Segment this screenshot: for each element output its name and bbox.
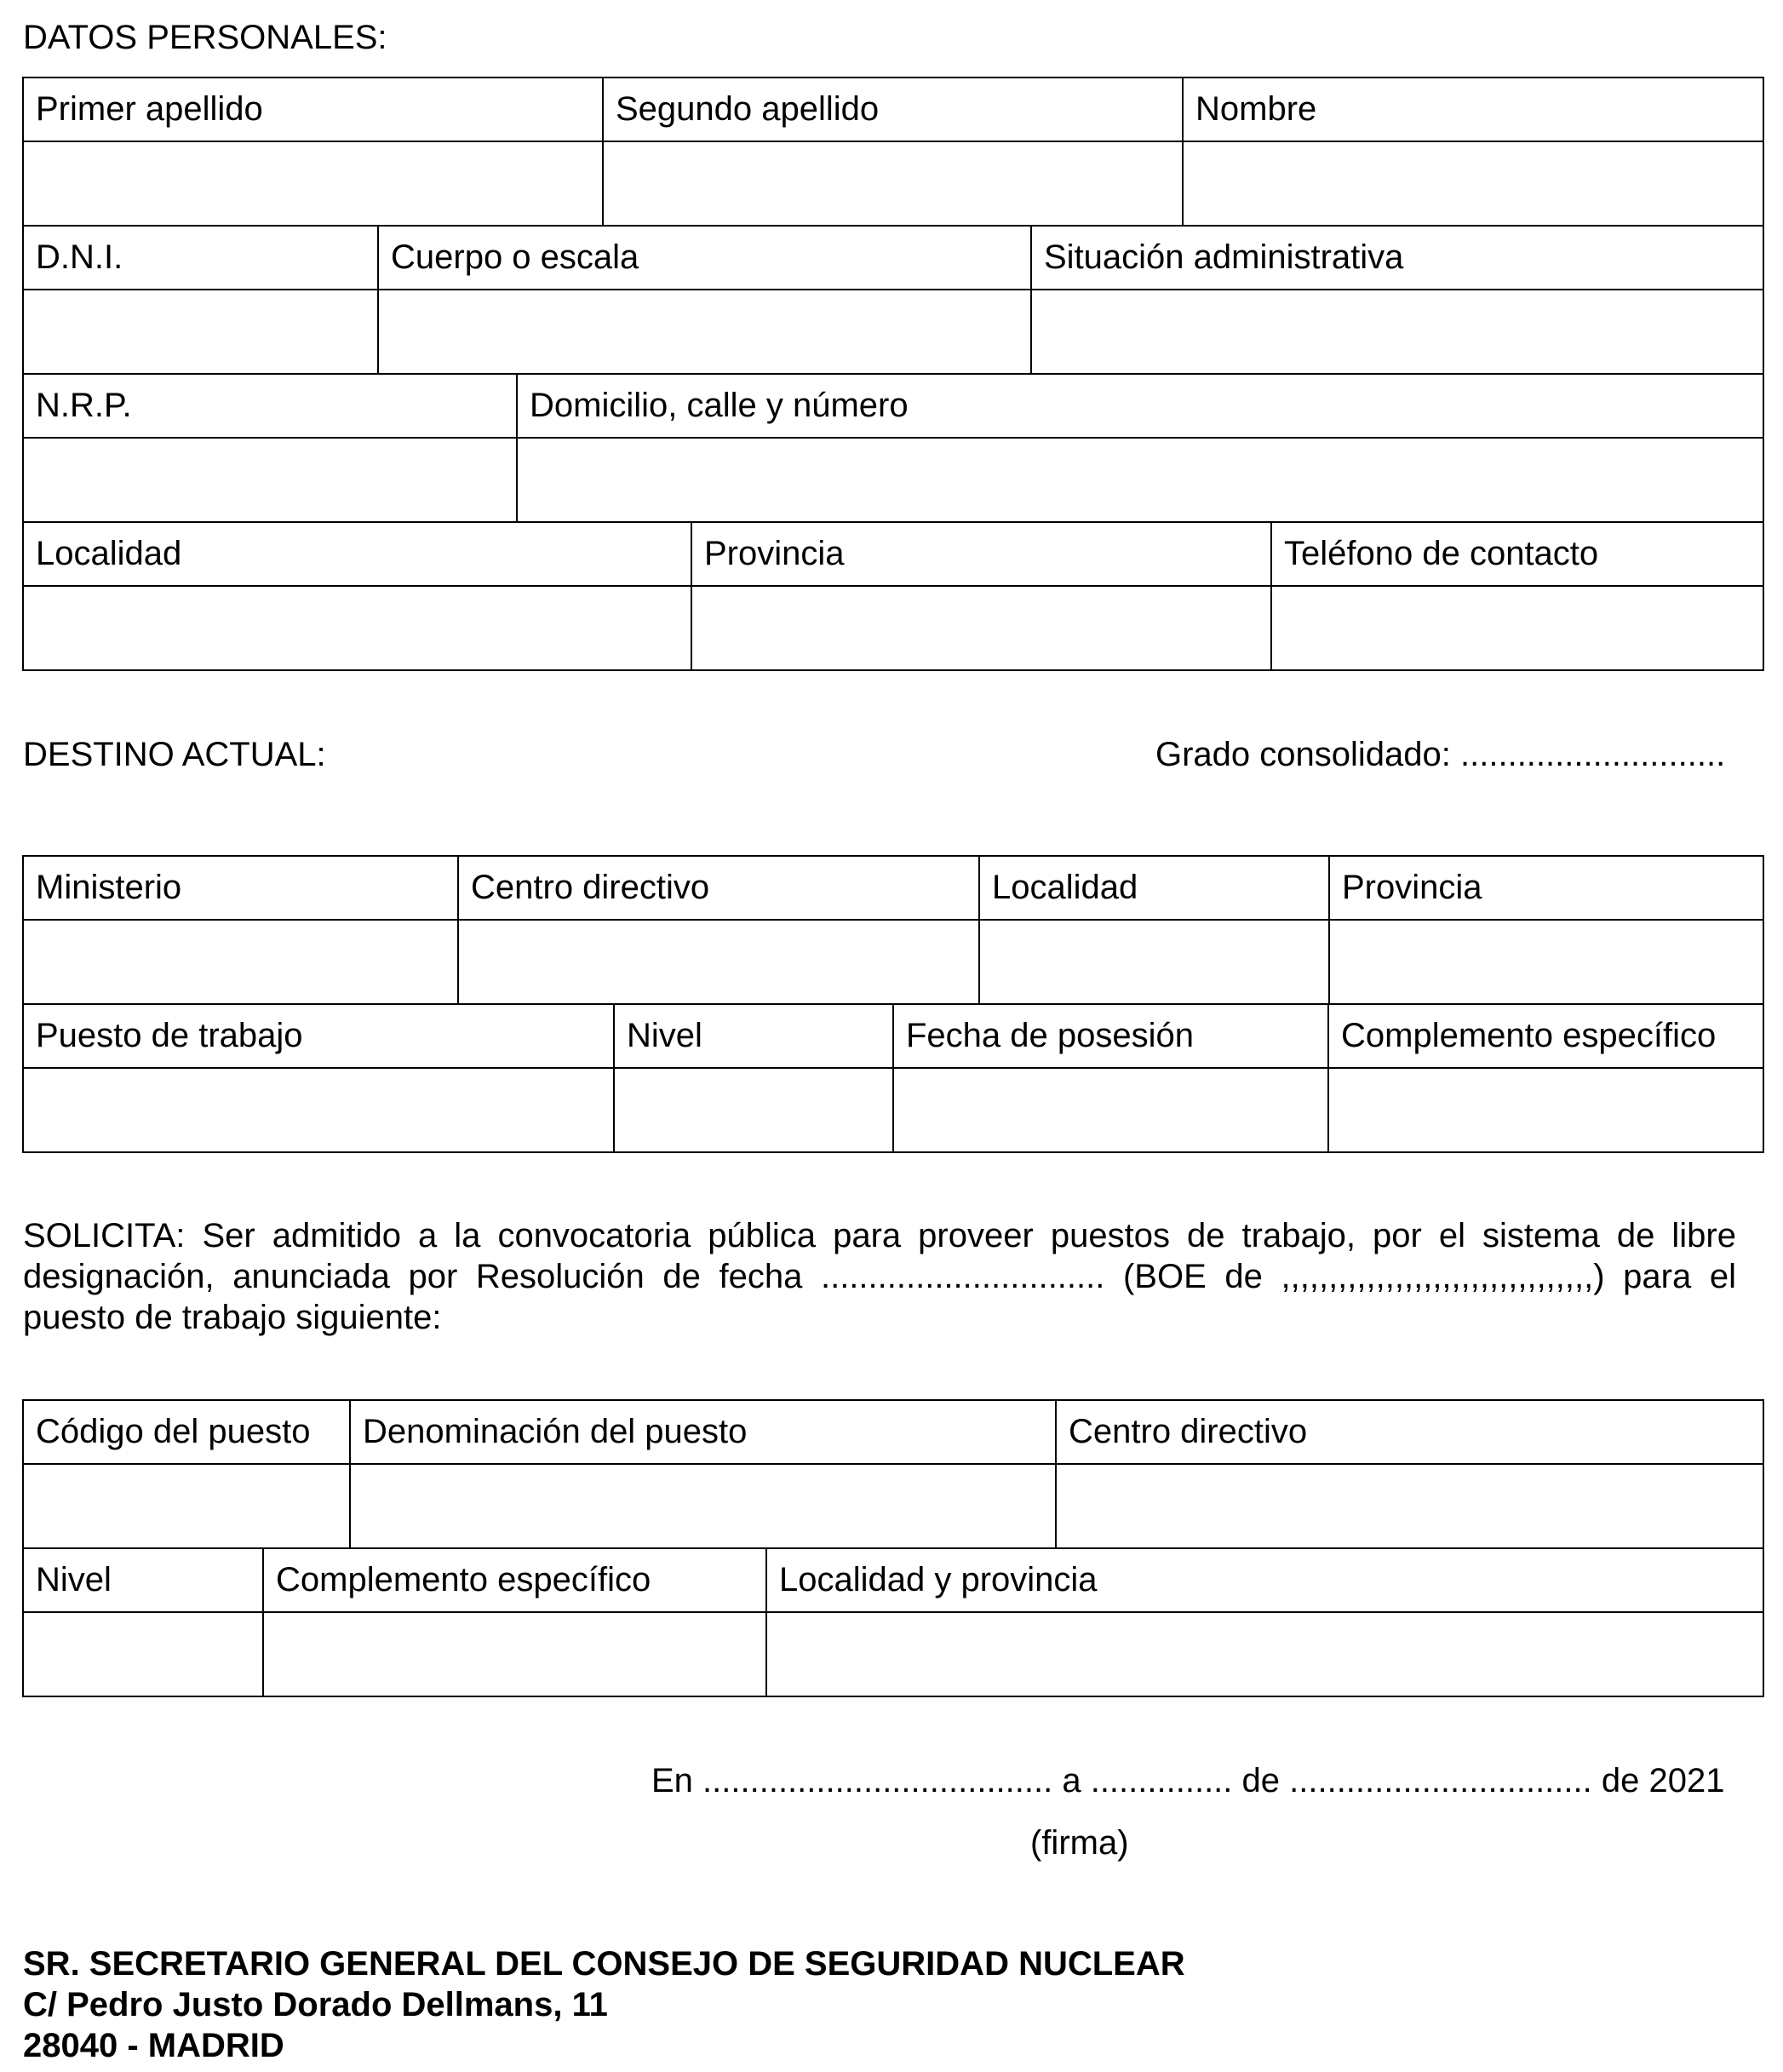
field-puesto-trabajo[interactable] [23, 1068, 614, 1152]
label-nrp: N.R.P. [23, 374, 517, 438]
label-destino-provincia: Provincia [1329, 856, 1763, 920]
personal-row-2 [22, 225, 1764, 375]
field-nivel[interactable] [614, 1068, 893, 1152]
personal-row-3 [22, 373, 1764, 523]
destino-row-2 [22, 1003, 1764, 1153]
destino-heading: DESTINO ACTUAL: [23, 736, 326, 773]
label-codigo-puesto: Código del puesto [23, 1400, 350, 1464]
label-puesto-trabajo: Puesto de trabajo [23, 1004, 614, 1068]
address-recipient: SR. SECRETARIO GENERAL DEL CONSEJO DE SEGURIDAD NUCLEAR [23, 1945, 1185, 1983]
field-centro-directivo[interactable] [458, 920, 979, 1004]
field-ministerio[interactable] [23, 920, 458, 1004]
personal-heading: DATOS PERSONALES: [23, 19, 387, 56]
address-street: C/ Pedro Justo Dorado Dellmans, 11 [23, 1986, 608, 2023]
label-localidad: Localidad [23, 522, 691, 586]
field-cuerpo-escala[interactable] [378, 290, 1031, 374]
label-puesto-localidad: Localidad y provincia [766, 1548, 1763, 1612]
label-cuerpo-escala: Cuerpo o escala [378, 226, 1031, 290]
field-codigo-puesto[interactable] [23, 1464, 350, 1548]
label-centro-directivo: Centro directivo [458, 856, 979, 920]
label-nivel: Nivel [614, 1004, 893, 1068]
solicita-paragraph: SOLICITA: Ser admitido a la convocatoria pública para proveer puestos de trabajo, por el sistema de libre designación, anunciada por Resolución de fecha .............................. (BOE de ,,,,,,,,,,,,,,,,,,,,,,,,,,,,,,,,,) para el puesto de trabajo siguiente: [23, 1217, 1736, 1336]
label-denominacion-puesto: Denominación del puesto [350, 1400, 1056, 1464]
label-segundo-apellido: Segundo apellido [603, 77, 1183, 141]
field-segundo-apellido[interactable] [603, 141, 1183, 226]
firma-label: (firma) [1030, 1824, 1129, 1862]
field-situacion-administrativa[interactable] [1031, 290, 1763, 374]
grado-consolidado: Grado consolidado: ............................ [1155, 736, 1726, 773]
label-ministerio: Ministerio [23, 856, 458, 920]
field-puesto-centro-directivo[interactable] [1056, 1464, 1763, 1548]
field-primer-apellido[interactable] [23, 141, 603, 226]
label-telefono: Teléfono de contacto [1271, 522, 1763, 586]
destino-row-1 [22, 855, 1764, 1005]
label-situacion-administrativa: Situación administrativa [1031, 226, 1763, 290]
field-fecha-posesion[interactable] [893, 1068, 1328, 1152]
field-complemento-especifico[interactable] [1328, 1068, 1763, 1152]
personal-row-1 [22, 77, 1764, 227]
field-puesto-complemento[interactable] [263, 1612, 766, 1696]
date-line: En ..................................... a ............... de ................................ de 2021 [651, 1762, 1725, 1799]
label-complemento-especifico: Complemento específico [1328, 1004, 1763, 1068]
label-domicilio: Domicilio, calle y número [517, 374, 1763, 438]
personal-row-4 [22, 521, 1764, 671]
field-domicilio[interactable] [517, 438, 1763, 522]
field-puesto-localidad[interactable] [766, 1612, 1763, 1696]
field-denominacion-puesto[interactable] [350, 1464, 1056, 1548]
address-city: 28040 - MADRID [23, 2027, 284, 2064]
puesto-row-2 [22, 1547, 1764, 1697]
field-nombre[interactable] [1183, 141, 1763, 226]
field-destino-localidad[interactable] [979, 920, 1329, 1004]
label-dni: D.N.I. [23, 226, 378, 290]
label-nombre: Nombre [1183, 77, 1763, 141]
field-telefono[interactable] [1271, 586, 1763, 670]
field-provincia[interactable] [691, 586, 1271, 670]
field-destino-provincia[interactable] [1329, 920, 1763, 1004]
label-puesto-centro-directivo: Centro directivo [1056, 1400, 1763, 1464]
label-fecha-posesion: Fecha de posesión [893, 1004, 1328, 1068]
field-localidad[interactable] [23, 586, 691, 670]
field-dni[interactable] [23, 290, 378, 374]
puesto-row-1 [22, 1399, 1764, 1549]
label-puesto-complemento: Complemento específico [263, 1548, 766, 1612]
field-nrp[interactable] [23, 438, 517, 522]
label-primer-apellido: Primer apellido [23, 77, 603, 141]
field-puesto-nivel[interactable] [23, 1612, 263, 1696]
label-destino-localidad: Localidad [979, 856, 1329, 920]
label-provincia: Provincia [691, 522, 1271, 586]
label-puesto-nivel: Nivel [23, 1548, 263, 1612]
